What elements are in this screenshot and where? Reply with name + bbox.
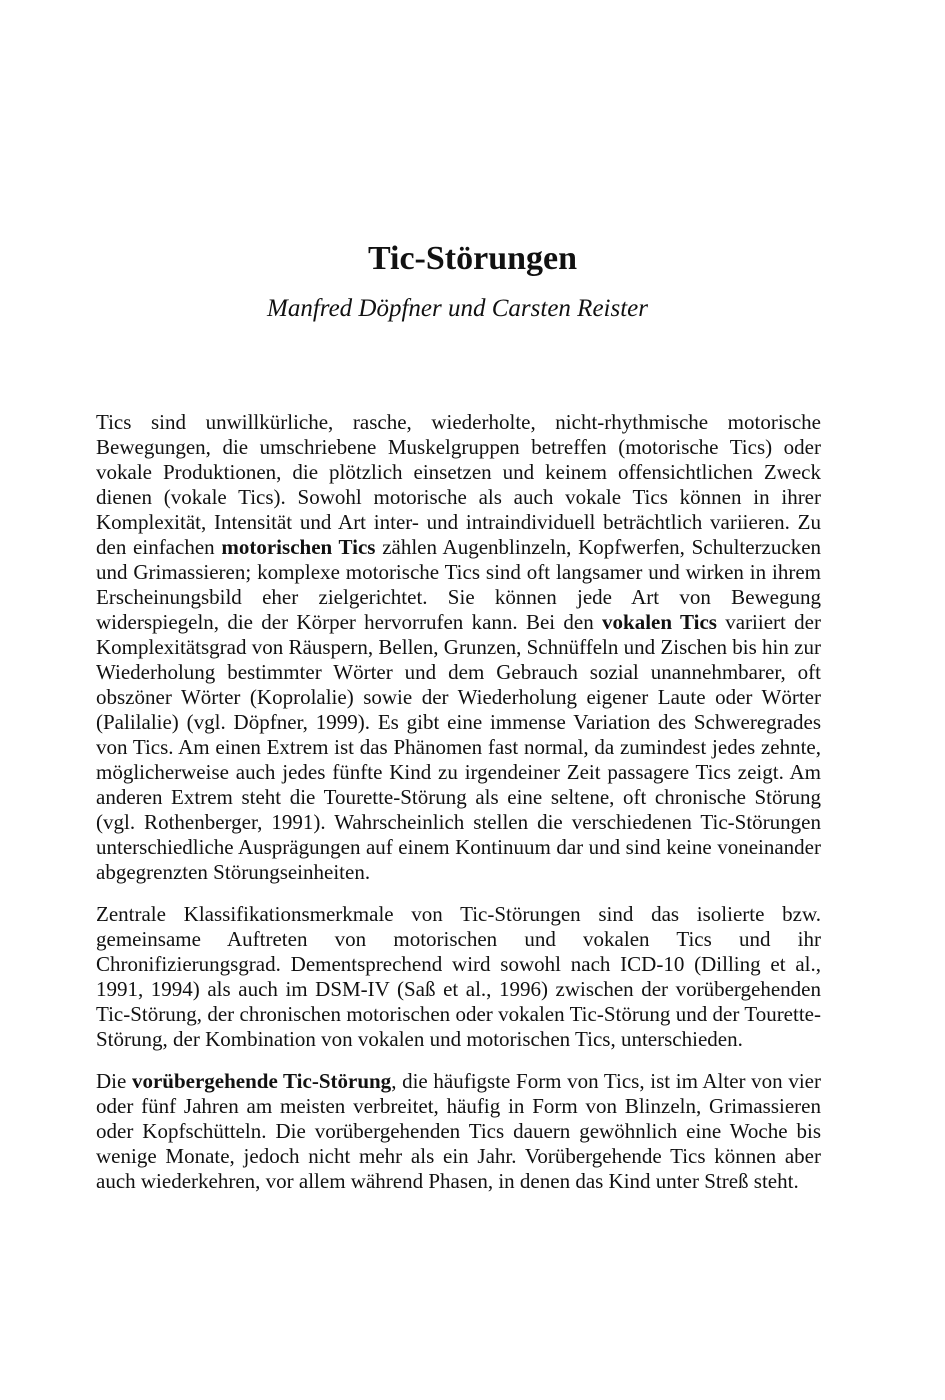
paragraph-2-text: Zentrale Klassifikationsmerkmale von Tic-Störungen sind das isolierte bzw. gemeinsame Auftreten von motorischen und vokalen Tics und ihr Chronifizierungsgrad. Dementsprechend wird sowohl nach ICD-10 (Dilling et al., 1991, 1994) als auch im DSM-IV (Saß et al., 1996) zwischen der vorübergehenden Tic-Störung, der chronischen motorischen oder vokalen Tic-Störung und der Tourette-Störung, der Kombination von vokalen und motorischen Tics, unterschieden.: [96, 902, 821, 1051]
term-voruebergehende-tic-stoerung: vorübergehende Tic-Störung: [131, 1069, 392, 1093]
paragraph-1: [96, 410, 821, 885]
page-title: Tic-Störungen: [367, 240, 578, 277]
term-vokale-tics: vokalen Tics: [602, 610, 717, 634]
body-text: [96, 410, 821, 1211]
paragraph-1-text-a: Tics sind unwillkürliche, rasche, wiederholte, nicht-rhythmische motorische Bewegungen, die umschriebene Muskelgruppen betreffen (motorische Tics) oder vokale Produktionen, die plötzlich einsetzen und keinem offensichtlichen Zweck dienen (vokale Tics). Sowohl motorische als auch vokale Tics können in ihrer Komplexität, Intensität und Art inter- und intraindividuell beträchtlich variieren. Zu den einfachen: [96, 410, 821, 559]
paragraph-3-text-a: Die: [96, 1069, 132, 1093]
paragraph-1-text-e: variiert der Komplexitätsgrad von Räuspern, Bellen, Grunzen, Schnüffeln und Zischen bis hin zur Wiederholung bestimmter Wörter und dem Gebrauch sozial unannehmbarer, oft obszöner Wörter (Koprolalie) sowie der Wiederholung eigener Laute oder Wörter (Palilalie) (vgl. Döpfner, 1999). Es gibt eine immense Variation des Schweregrades von Tics. Am einen Extrem ist das Phänomen fast normal, da zumindest jedes zehnte, möglicherweise auch jedes fünfte Kind zu irgendeiner Zeit passagere Tics zeigt. Am anderen Extrem steht die Tourette-Störung als eine seltene, oft chronische Störung (vgl. Rothenberger, 1991). Wahrscheinlich stellen die verschiedenen Tic-Störungen unterschiedliche Ausprägungen auf einem Kontinuum dar und sind keine voneinander abgegrenzten Störungseinheiten.: [96, 610, 821, 884]
paragraph-3-text-c: , die häufigste Form von Tics, ist im Alter von vier oder fünf Jahren am meisten verbreitet, häufig in Form von Blinzeln, Grimassieren oder Kopfschütteln. Die vorübergehenden Tics dauern gewöhnlich eine Woche bis wenige Monate, jedoch nicht mehr als ein Jahr. Vorübergehende Tics können aber auch wiederkehren, vor allem während Phasen, in denen das Kind unter Streß steht.: [96, 1069, 821, 1193]
term-motorische-tics: motorischen Tics: [221, 535, 376, 559]
paragraph-3: [96, 1069, 821, 1194]
paragraph-2: [96, 902, 821, 1052]
authors-line: Manfred Döpfner und Carsten Reister: [267, 295, 648, 322]
paragraph-1-text-c: zählen Augenblinzeln, Kopfwerfen, Schulterzucken und Grimassieren; komplexe motorische Tics sind oft langsamer und wirken in ihrem Erscheinungsbild eher zielgerichtet. Sie können jede Art von Bewegung widerspiegeln, die der Körper hervorrufen kann. Bei den: [96, 535, 822, 634]
